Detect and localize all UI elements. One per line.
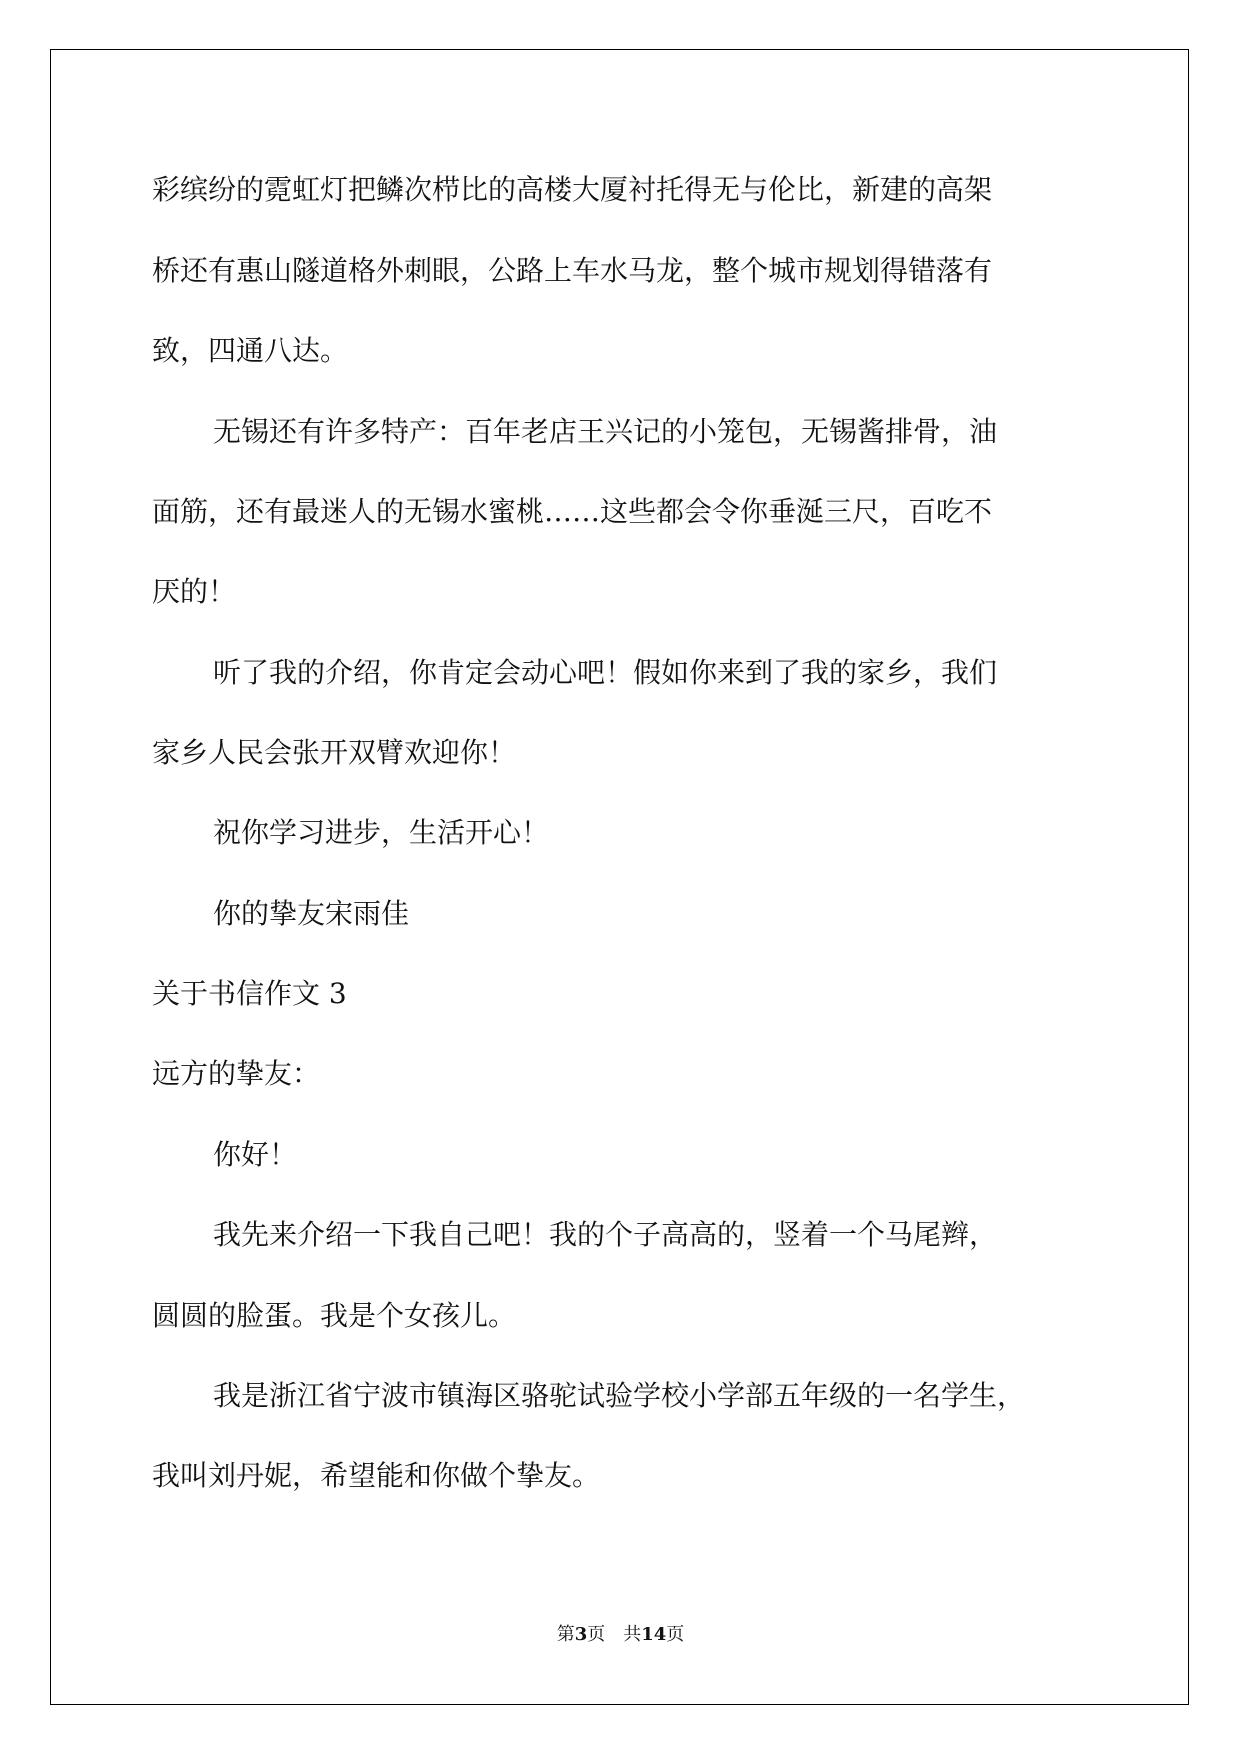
salutation: 远方的挚友： — [152, 1057, 321, 1090]
text-line: 致，四通八达。 — [152, 334, 349, 367]
signature-line: 你的挚友宋雨佳 — [213, 897, 410, 930]
text-line: 祝你学习进步，生活开心！ — [213, 816, 550, 849]
text-line: 家乡人民会张开双臂欢迎你！ — [152, 736, 517, 769]
section-heading: 关于书信作文 3 — [152, 977, 347, 1010]
text-line: 我是浙江省宁波市镇海区骆驼试验学校小学部五年级的一名学生， — [213, 1379, 1026, 1412]
text-line: 我叫刘丹妮，希望能和你做个挚友。 — [152, 1459, 601, 1492]
page-border — [50, 49, 1189, 1705]
text-line: 彩缤纷的霓虹灯把鳞次栉比的高楼大厦衬托得无与伦比，新建的高架 — [152, 173, 993, 206]
greeting: 你好！ — [213, 1138, 298, 1171]
text-line: 桥还有惠山隧道格外刺眼，公路上车水马龙，整个城市规划得错落有 — [152, 254, 993, 287]
text-line: 面筋，还有最迷人的无锡水蜜桃……这些都会令你垂涎三尺，百吃不 — [152, 495, 993, 528]
footer-suffix: 页 — [666, 1624, 685, 1645]
text-line: 听了我的介绍，你肯定会动心吧！假如你来到了我的家乡，我们 — [213, 656, 998, 689]
text-line: 我先来介绍一下我自己吧！我的个子高高的，竖着一个马尾辫， — [213, 1218, 998, 1251]
current-page-number: 3 — [574, 1624, 588, 1645]
page-footer — [0, 1620, 1241, 1646]
text-line: 圆圆的脸蛋。我是个女孩儿。 — [152, 1299, 517, 1332]
total-page-count: 14 — [641, 1624, 667, 1645]
footer-prefix: 第 — [556, 1624, 575, 1645]
text-line: 无锡还有许多特产：百年老店王兴记的小笼包，无锡酱排骨，油 — [213, 415, 998, 448]
footer-mid: 页 共 — [587, 1624, 642, 1645]
text-line: 厌的！ — [152, 575, 237, 608]
